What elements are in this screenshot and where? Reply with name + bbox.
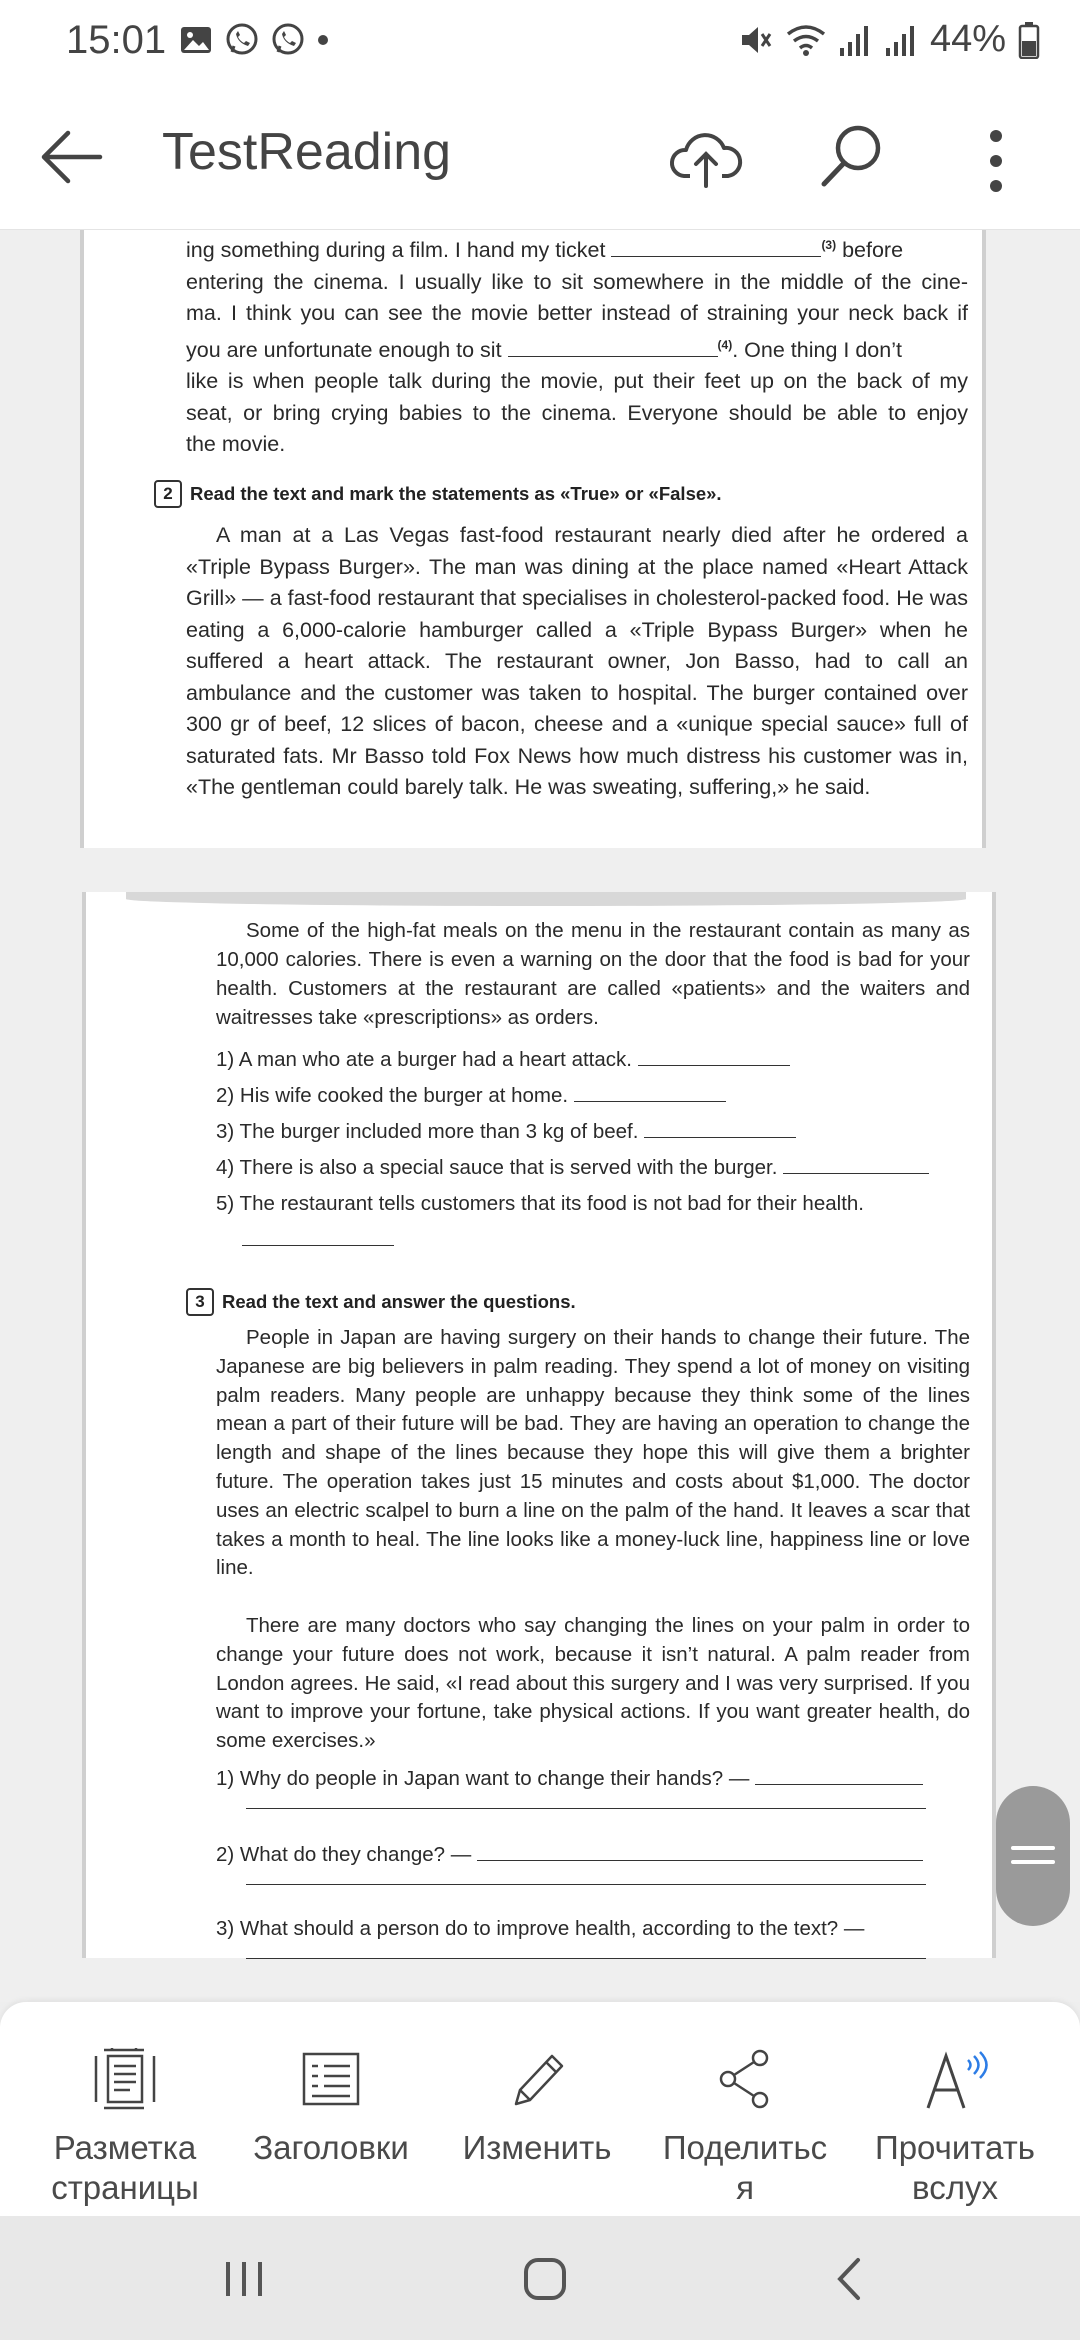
- statement-5-answer: [216, 1222, 929, 1258]
- task-2-heading: [154, 480, 722, 508]
- read-aloud-button[interactable]: Прочитать вслух: [850, 2046, 1060, 2208]
- passage-palm-surgery: People in Japan are having surgery on their hands to change their future. The Japanese are big believers in palm reading. They spend a lot of money on visiting palm readers. Many people are unhappy because they think some of the lines mean a part of their future will be bad. They are having an operation to change the length and shape of the lines because they hope this will give them a brighter future. The operation takes just 15 minutes and costs about $1,000. The doctor uses an electric scalpel to burn a line on the palm of the hand. It leaves a scar that takes a month to heal. The line looks like a money-luck line, happiness line or love line.: [216, 1326, 970, 1580]
- more-options-icon[interactable]: [976, 126, 1016, 196]
- text-line: entering the cinema. I usually like to sit somewhere in the middle of the cine-: [186, 269, 968, 294]
- page-layout-button[interactable]: Разметка страницы: [20, 2046, 230, 2208]
- statement-4: 4) There is also a special sauce that is served with the burger.: [216, 1150, 929, 1186]
- answer-blank[interactable]: [242, 1226, 394, 1246]
- headings-button[interactable]: Заголовки: [226, 2046, 436, 2168]
- passage-heart-attack-grill: A man at a Las Vegas fast-food restaurant nearly died after he ordered a «Triple Bypass Burger». The man was dining at the place named «Heart Attack Grill» — a fast-food restaurant that specialises in cholesterol-packed food. He was eating a 6,000-calorie hamburger called a «Triple Bypass Burger» when he suffered a heart attack. The restaurant owner, Jon Basso, had to call an ambulance and the customer was taken to hospital. The burger contained over 300 gr of beef, 12 slices of bacon, cheese and a «unique special sauce» full of saturated fats. Mr Basso told Fox News how much distress his customer was in, «The gentleman could barely talk. He was sweating, suffering,» he said.: [186, 523, 968, 799]
- viber-notification-icon: [224, 22, 260, 58]
- recent-apps-icon[interactable]: [214, 2254, 274, 2304]
- passage-cinema-fragment: [186, 230, 968, 461]
- status-time: 15:01: [66, 18, 167, 62]
- more-notifications-dot-icon: [316, 33, 330, 47]
- statement-2: 2) His wife cooked the burger at home.: [216, 1078, 929, 1114]
- answer-blank[interactable]: [477, 1841, 923, 1861]
- system-status-icons: [738, 18, 1040, 61]
- system-navigation-bar: [0, 2216, 1080, 2340]
- text-line: ma. I think you can see the movie better instead of straining your neck back if: [186, 301, 968, 326]
- passage-heart-attack-grill-continued: Some of the high-fat meals on the menu in the restaurant contain as many as 10,000 calories. There is even a warning on the door that the food is bad for your health. Customers at the restaurant are called «patients» and the waiters and waitresses take «prescriptions» as orders.: [216, 919, 970, 1029]
- task-3-heading: [186, 1288, 576, 1316]
- answer-line[interactable]: [246, 1958, 926, 1959]
- true-false-statements: [216, 1042, 929, 1258]
- viber-notification-icon-2: [270, 22, 306, 58]
- edit-pencil-icon: [502, 2046, 572, 2112]
- comprehension-questions: [216, 1764, 923, 1794]
- notification-icons: [178, 22, 330, 58]
- passage-palm-surgery-2: There are many doctors who say changing the lines on your palm in order to change your future does not work, because it isn’t natural. A palm reader from London agrees. He said, «I read about this surgery and I was very surprised. If you want to improve your fortune, take physical actions. If you want greater health, do some exercises.»: [216, 1614, 970, 1753]
- page-edge-shadow: [126, 892, 966, 906]
- home-icon[interactable]: [516, 2254, 576, 2304]
- handle-grip-line: [1011, 1860, 1055, 1864]
- task-number-badge: 3: [186, 1288, 214, 1316]
- document-title: TestReading: [162, 123, 452, 181]
- wifi-icon: [786, 22, 826, 58]
- question-2: 2) What do they change? —: [216, 1840, 923, 1870]
- text-line: you are unfortunate enough to sit $^{(4)}$. One thing I don’t: [186, 337, 902, 362]
- status-bar: [0, 0, 1080, 84]
- answer-blank[interactable]: [638, 1046, 790, 1066]
- edit-button[interactable]: Изменить: [432, 2046, 642, 2168]
- back-nav-icon[interactable]: [820, 2254, 880, 2304]
- battery-percentage: 44%: [929, 18, 1006, 60]
- answer-blank[interactable]: [783, 1154, 929, 1174]
- gallery-notification-icon: [178, 22, 214, 58]
- read-aloud-icon: [920, 2046, 990, 2112]
- task-instruction: Read the text and answer the questions.: [222, 1291, 576, 1312]
- task-number-badge: 2: [154, 480, 182, 508]
- battery-icon: [1018, 21, 1040, 59]
- answer-line[interactable]: [246, 1808, 926, 1809]
- back-arrow-icon[interactable]: [36, 122, 106, 192]
- document-viewer[interactable]: [0, 230, 1080, 2002]
- handle-grip-line: [1011, 1846, 1055, 1850]
- text-line: ing something during a film. I hand my ticket $^{(3)}$ before: [186, 238, 904, 263]
- task-instruction: Read the text and mark the statements as «True» or «False».: [190, 483, 722, 504]
- app-bar: [0, 84, 1080, 230]
- fill-blank-4: [508, 337, 718, 357]
- share-icon: [710, 2046, 780, 2112]
- search-icon[interactable]: [814, 118, 890, 194]
- statement-3: 3) The burger included more than 3 kg of beef.: [216, 1114, 929, 1150]
- bottom-toolbar: [0, 2002, 1080, 2216]
- statement-5: 5) The restaurant tells customers that its food is not bad for their health.: [216, 1192, 864, 1215]
- mute-icon: [738, 22, 774, 58]
- page-layout-icon: [90, 2046, 160, 2112]
- question-3: 3) What should a person do to improve health, according to the text? —: [216, 1917, 865, 1940]
- question-1: 1) Why do people in Japan want to change their hands? —: [216, 1764, 923, 1794]
- text-line: like is when people talk during the movie, put their feet up on the back of my: [186, 369, 968, 394]
- answer-line[interactable]: [246, 1884, 926, 1885]
- statement-1: 1) A man who ate a burger had a heart attack.: [216, 1042, 929, 1078]
- document-page-2: [82, 892, 996, 1958]
- answer-blank[interactable]: [755, 1765, 923, 1785]
- document-page-1: [80, 230, 986, 848]
- comprehension-questions: [216, 1914, 864, 1944]
- headings-icon: [296, 2046, 366, 2112]
- text-line: seat, or bring crying babies to the cinema. Everyone should be able to enjoy: [186, 400, 968, 425]
- answer-blank[interactable]: [574, 1082, 726, 1102]
- signal-2-icon: [884, 22, 918, 58]
- signal-1-icon: [838, 22, 872, 58]
- fill-blank-3: [611, 237, 821, 257]
- text-line: the movie.: [186, 432, 286, 457]
- comprehension-questions: [216, 1840, 923, 1870]
- cloud-upload-icon[interactable]: [668, 120, 744, 196]
- scroll-handle[interactable]: [996, 1786, 1070, 1926]
- share-button[interactable]: Поделитьс я: [640, 2046, 850, 2208]
- answer-blank[interactable]: [644, 1118, 796, 1138]
